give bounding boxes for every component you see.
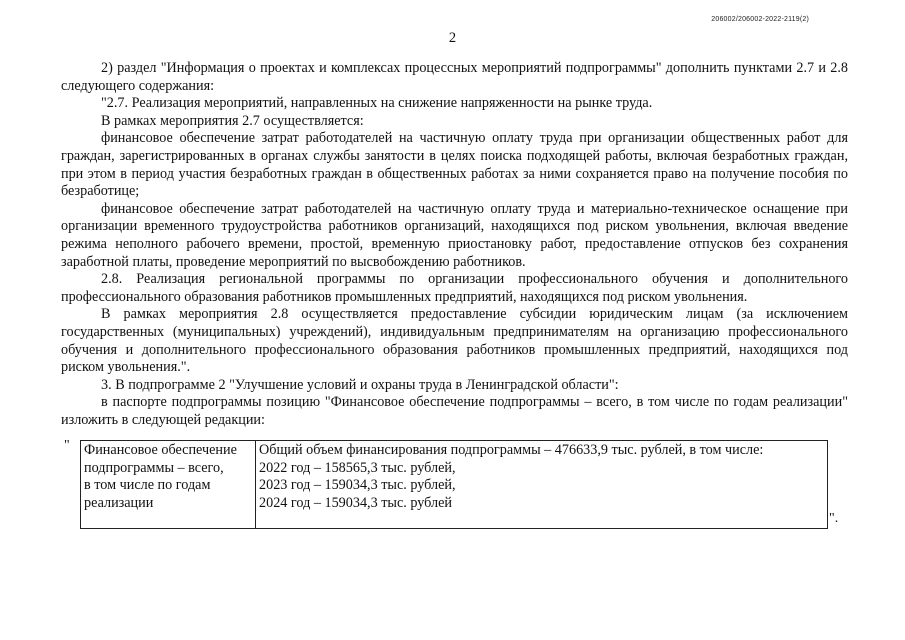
paragraph: 2) раздел "Информация о проектах и комплексах процессных мероприятий подпрограммы" дополнить пунктами 2.7 и 2.8 следующего содержания: — [61, 60, 848, 94]
paragraph: "2.7. Реализация мероприятий, направленных на снижение напряженности на рынке труда. — [101, 95, 653, 112]
opening-quote: " — [64, 438, 70, 453]
label-line: в том числе по годам — [84, 477, 211, 494]
paragraph: финансовое обеспечение затрат работодателей на частичную оплату труда и материально-техническое оснащение при организации временного трудоустройства работников организаций, находящихся под риском увольнения, включая введение режима неполного рабочего времени, простой, временную приостановку работ, предоставление отпусков без сохранения заработной платы, проведение мероприятий по высвобождению работников. — [61, 200, 848, 270]
paragraph: В рамках мероприятия 2.7 осуществляется: — [101, 112, 364, 129]
paragraph: в паспорте подпрограммы позицию "Финансовое обеспечение подпрограммы – всего, в том числе по годам реализации" изложить в следующей редакции: — [61, 394, 848, 428]
paragraph: 2.8. Реализация региональной программы по организации профессионального обучения и дополнительного профессионального образования работников промышленных предприятий, находящихся под риском увольнения. — [61, 271, 848, 305]
document-id: 206002/206002-2022-2119(2) — [711, 16, 809, 23]
label-line: реализации — [84, 494, 154, 511]
page-number: 2 — [448, 30, 457, 46]
paragraph: В рамках мероприятия 2.8 осуществляется предоставление субсидии юридическим лицам (за исключением государственных (муниципальных) учреждений), индивидуальным предпринимателям на организацию профессионального обучения и дополнительного профессионального образования работников промышленных предприятий, находящихся под риском увольнения.". — [61, 306, 848, 376]
value-line: Общий объем финансирования подпрограммы – 476633,9 тыс. рублей, в том числе: — [259, 442, 764, 458]
document-body — [61, 60, 848, 429]
label-line: подпрограммы – всего, — [84, 459, 224, 476]
value-line: 2024 год – 159034,3 тыс. рублей — [259, 494, 452, 511]
paragraph: финансовое обеспечение затрат работодателей на частичную оплату труда при организации общественных работ для граждан, зарегистрированных в органах службы занятости в целях поиска подходящей работы, включая безработных граждан, при этом в период участия безработных граждан в общественных работах за ними сохраняется право на получение пособия по безработице; — [61, 130, 848, 200]
table-row — [81, 441, 828, 529]
paragraph: 3. В подпрограмме 2 "Улучшение условий и охраны труда в Ленинградской области": — [101, 376, 619, 393]
closing-quote: ". — [829, 511, 839, 526]
label-line: Финансовое обеспечение — [84, 442, 237, 458]
table-label-cell — [81, 441, 256, 529]
value-line: 2023 год – 159034,3 тыс. рублей, — [259, 477, 456, 494]
table-value-cell — [256, 441, 828, 529]
financing-table — [80, 440, 828, 529]
value-line: 2022 год – 158565,3 тыс. рублей, — [259, 459, 456, 476]
